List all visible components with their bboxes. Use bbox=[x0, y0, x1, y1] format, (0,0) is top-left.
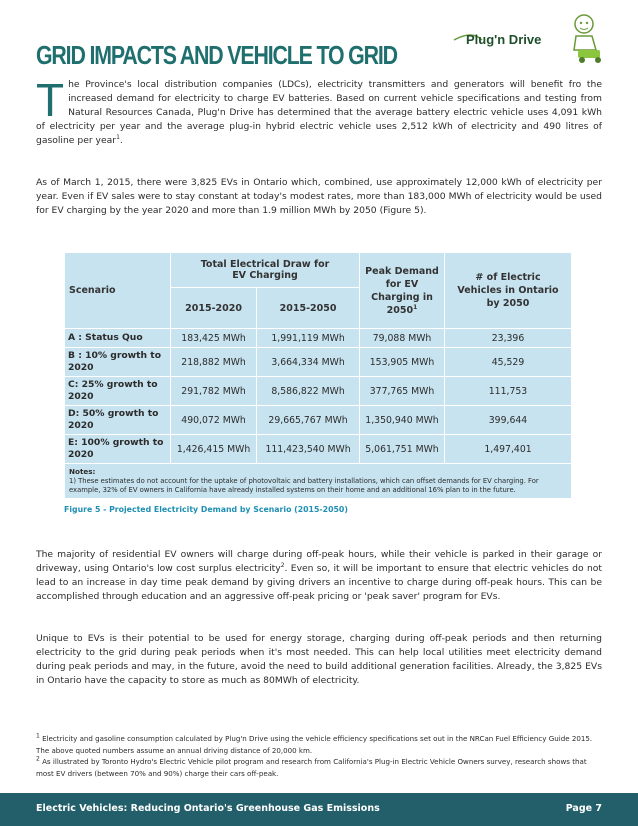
page-number: Page 7 bbox=[565, 803, 602, 814]
header-scenario: Scenario bbox=[65, 253, 171, 329]
footnote-1: $^1$ Electricity and gasoline consumption calculated by Plug'n Drive using the vehicle efficiency specifications set out in the NRCan Fuel Efficiency Guide 2015. The above quoted numbers assume an annual driving distance of 20,000 km. bbox=[36, 732, 593, 755]
footnote-ref: 1 bbox=[116, 133, 120, 141]
page-title: GRID IMPACTS AND VEHICLE TO GRID bbox=[36, 40, 397, 70]
table-row: D: 50% growth to 2020 490,072 MWh 29,665,767 MWh 1,350,940 MWh 399,644 bbox=[65, 406, 572, 435]
header-vehicles: # of Electric Vehicles in Ontario by 2050 bbox=[445, 253, 572, 329]
figure-caption: Figure 5 - Projected Electricity Demand by Scenario (2015-2050) bbox=[64, 505, 348, 514]
table-row: A : Status Quo 183,425 MWh 1,991,119 MWh 79,088 MWh 23,396 bbox=[65, 329, 572, 348]
notes-label: Notes: bbox=[69, 467, 96, 476]
header-total-draw: Total Electrical Draw for EV Charging bbox=[171, 253, 360, 288]
table-row: C: 25% growth to 2020 291,782 MWh 8,586,822 MWh 377,765 MWh 111,753 bbox=[65, 377, 572, 406]
logo-text: Plug'n Drive bbox=[466, 32, 542, 47]
notes-text: 1) These estimates do not account for the uptake of photovoltaic and battery installations, which can offset demands for EV charging. For example, 32% of EV owners in California have already installed systems on their home and an additional 16% plan to in the future. bbox=[69, 477, 539, 494]
header-2015-2020: 2015-2020 bbox=[171, 288, 257, 329]
header-peak-demand: Peak Demand for EV Charging in 2050$^1$ bbox=[360, 253, 445, 329]
plugn-drive-logo bbox=[452, 10, 612, 64]
footnote-2: $^2$ As illustrated by Toronto Hydro's Electric Vehicle pilot program and research from California's Plug-in Electric Vehicle Owners survey, research shows that most EV drivers (between 70% and 90%) charge their cars off-peak. bbox=[36, 755, 587, 778]
header-2015-2050: 2015-2050 bbox=[257, 288, 360, 329]
table-notes-row bbox=[65, 464, 572, 499]
dropcap: T bbox=[36, 74, 65, 126]
footnotes bbox=[36, 733, 602, 779]
paragraph-intro: The Province's local distribution companies (LDCs), electricity transmitters and generators will benefit fro the increased demand for electricity to charge EV batteries. Based on current vehicle specifications and testing from Natural Resources Canada, Plug'n Drive has determined that the average battery electric vehicle uses 4,091 kWh of electricity per year and the average plug-in hybrid electric vehicle uses 2,512 kWh of electricity and 490 litres of gasoline per year$^1$. bbox=[36, 74, 602, 146]
scenario-table bbox=[64, 252, 572, 499]
paragraph-ev-count: As of March 1, 2015, there were 3,825 EVs in Ontario which, combined, use approximately 12,000 kWh of electricity per year. Even if EV sales were to stay constant at today's modest rates, more than 183,000 MWh of electricity would be used for EV charging by the year 2020 and more than 1.9 million MWh by 2050 (Figure 5). bbox=[36, 177, 602, 216]
table-row: E: 100% growth to 2020 1,426,415 MWh 111,423,540 MWh 5,061,751 MWh 1,497,401 bbox=[65, 435, 572, 464]
footer-title: Electric Vehicles: Reducing Ontario's Greenhouse Gas Emissions bbox=[36, 803, 380, 814]
paragraph-off-peak: The majority of residential EV owners will charge during off-peak hours, while their vehicle is parked in their garage or driveway, using Ontario's low cost surplus electricity$^2$. Even so, it will be important to ensure that electric vehicles do not lead to an increase in day time peak demand by giving drivers an incentive to charge during off-peak hours. This can be accomplished through education and an aggressive off-peak pricing or 'peak saver' program for EVs. bbox=[36, 549, 602, 602]
paragraph-storage: Unique to EVs is their potential to be used for energy storage, charging during off-peak periods and then returning electricity to the grid during peak periods when it's most needed. This can help local utilities meet electricity demand during peak periods and may, in the future, avoid the need to build additional generation facilities. Already, the 3,825 EVs in Ontario have the capacity to store as much as 80MWh of electricity. bbox=[36, 633, 602, 686]
table-row: B : 10% growth to 2020 218,882 MWh 3,664,334 MWh 153,905 MWh 45,529 bbox=[65, 348, 572, 377]
